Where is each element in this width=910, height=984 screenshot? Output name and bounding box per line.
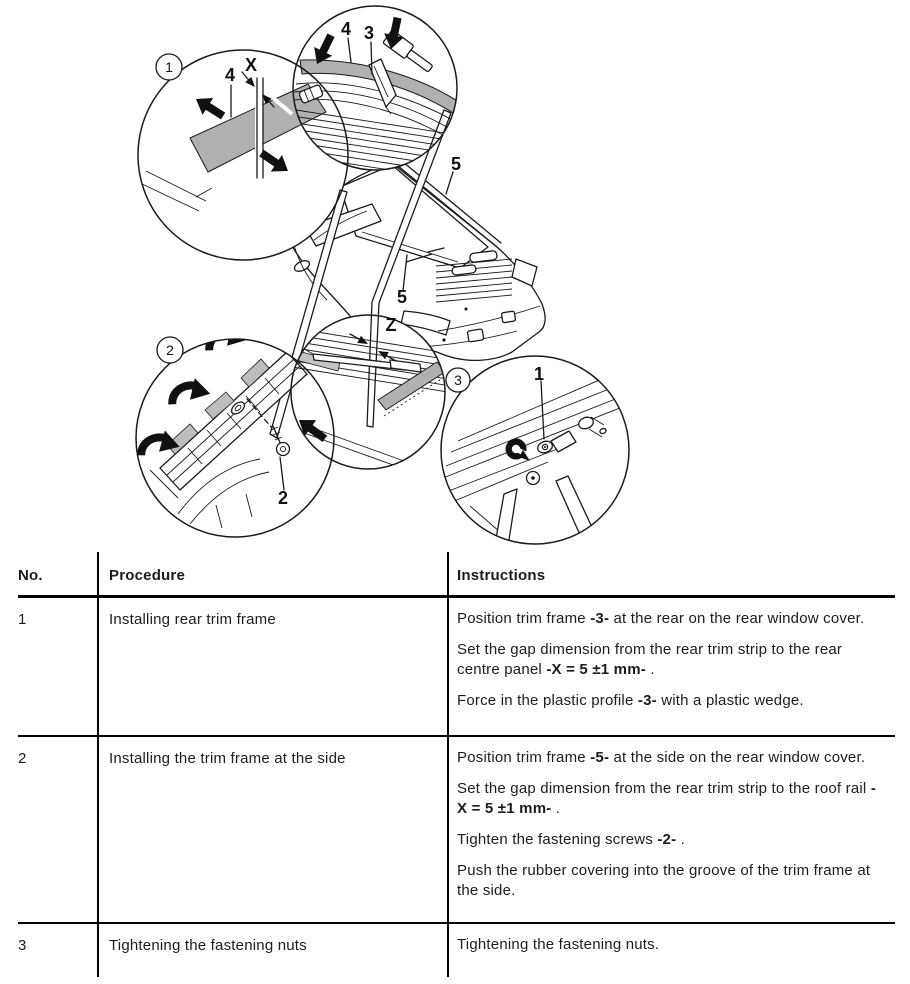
- instruction-paragraph: [457, 779, 883, 819]
- procedure-cell: Installing rear trim frame: [97, 598, 447, 735]
- label-trim-frame-5-side: 5: [396, 287, 408, 307]
- instruction-text: Force in the plastic profile: [457, 692, 638, 709]
- part-reference: -3-: [590, 610, 610, 627]
- part-reference: -X = 5 ±1 mm-: [546, 661, 646, 678]
- table-row: [18, 922, 895, 977]
- table-body: [18, 598, 895, 977]
- instruction-text: Tighten the fastening screws: [457, 831, 658, 848]
- label-gap-x: X: [244, 55, 258, 75]
- procedure-table: [18, 552, 895, 977]
- column-header-procedure: Procedure: [97, 552, 447, 595]
- label-gap-z: Z: [385, 315, 397, 335]
- instruction-text: .: [551, 800, 561, 817]
- label-nut-1: 1: [533, 364, 545, 384]
- row-number: 1: [18, 611, 27, 628]
- instruction-paragraph: [457, 609, 883, 629]
- part-reference: -X = 5 ±1 mm-: [457, 780, 877, 817]
- svg-text:3: 3: [454, 372, 462, 388]
- instruction-text: Set the gap dimension from the rear trim strip to the roof rail: [457, 780, 871, 797]
- instruction-paragraph: [457, 830, 883, 850]
- instruction-paragraph: [457, 640, 883, 680]
- instruction-paragraph: [457, 935, 883, 955]
- label-trim-frame-5-top: 5: [450, 154, 462, 174]
- instructions-cell: [447, 598, 895, 735]
- label-trim-strip-4b: 4: [340, 19, 352, 39]
- column-header-no: No.: [18, 567, 43, 584]
- instruction-text: .: [676, 831, 686, 848]
- callout-badge-2: [157, 337, 183, 363]
- leader-line: [446, 172, 453, 194]
- instruction-text: Set the gap dimension from the rear trim strip to the rear centre panel: [457, 641, 843, 678]
- instructions-cell: [447, 924, 895, 977]
- callout-badge-1: [156, 54, 182, 80]
- instruction-text: .: [645, 661, 655, 678]
- table-row: [18, 735, 895, 922]
- instruction-text: Tightening the fastening nuts.: [457, 936, 660, 953]
- procedure-cell: Installing the trim frame at the side: [97, 737, 447, 922]
- svg-text:2: 2: [166, 342, 174, 358]
- column-header-instructions: Instructions: [447, 552, 895, 595]
- instruction-text: Position trim frame: [457, 749, 591, 766]
- instruction-paragraph: [457, 748, 883, 768]
- label-profile-3: 3: [363, 23, 375, 43]
- instruction-text: at the rear on the rear window cover.: [609, 610, 865, 627]
- table-row: [18, 598, 895, 735]
- table-header-row: [18, 552, 895, 598]
- label-trim-strip-4: 4: [224, 65, 236, 85]
- instruction-paragraph: [457, 861, 883, 901]
- row-number: 2: [18, 750, 27, 767]
- part-reference: -3-: [637, 692, 657, 709]
- svg-text:1: 1: [165, 59, 173, 75]
- procedure-cell: Tightening the fastening nuts: [97, 924, 447, 977]
- instruction-text: with a plastic wedge.: [656, 692, 804, 709]
- callout-badge-3: [446, 368, 470, 392]
- part-reference: -5-: [590, 749, 610, 766]
- row-number: 3: [18, 937, 27, 954]
- part-reference: -2-: [657, 831, 677, 848]
- instruction-text: at the side on the rear window cover.: [609, 749, 866, 766]
- instruction-text: Position trim frame: [457, 610, 591, 627]
- instruction-paragraph: [457, 691, 883, 711]
- label-screw-2: 2: [277, 488, 289, 508]
- instructions-cell: [447, 737, 895, 922]
- instruction-text: Push the rubber covering into the groove of the trim frame at the side.: [457, 862, 871, 899]
